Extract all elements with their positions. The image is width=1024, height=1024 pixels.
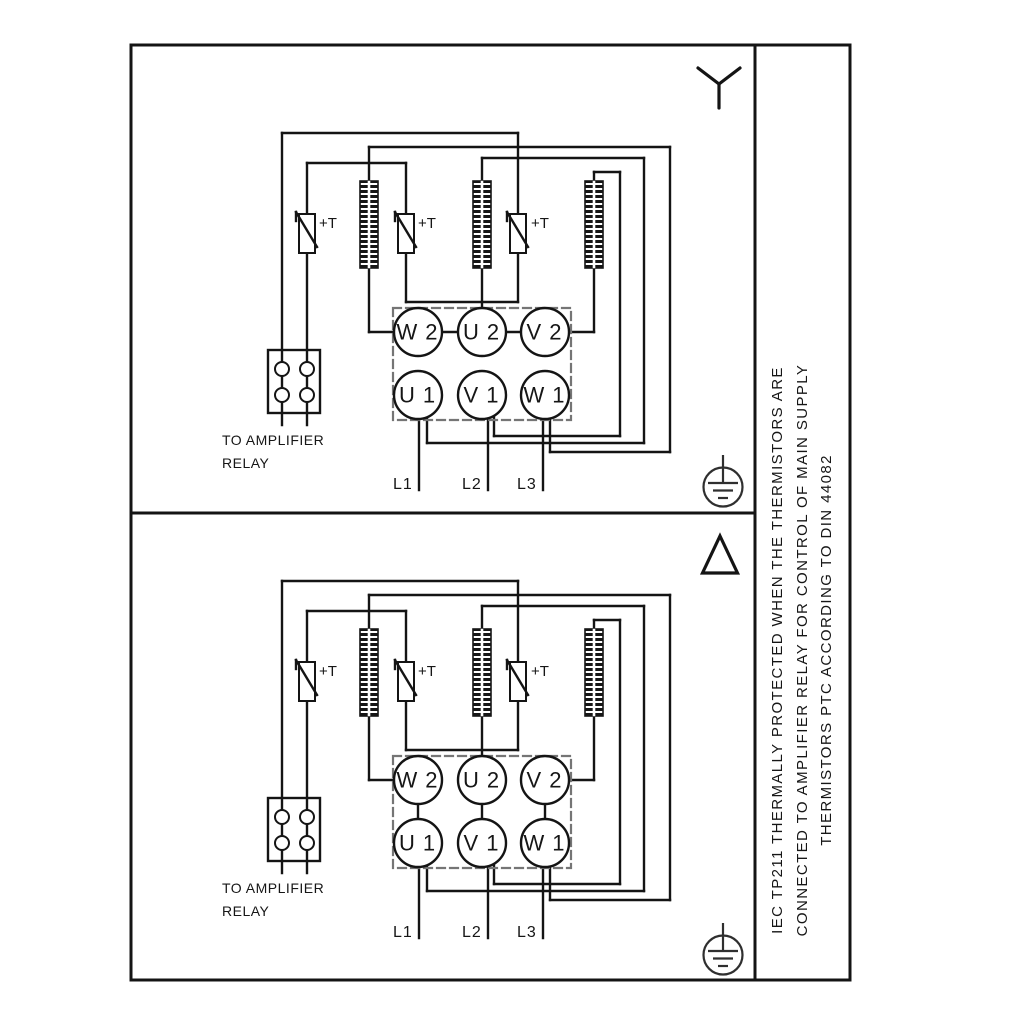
- relay-caption-line1: TO AMPLIFIER: [222, 880, 325, 896]
- terminal-label: U2: [462, 767, 508, 793]
- star-icon: [698, 68, 740, 108]
- side-note-line1: IEC TP211 THERMALLY PROTECTED WHEN THE THERMISTORS ARE: [769, 366, 786, 934]
- thermistor-label: +T: [531, 663, 549, 680]
- thermistor-label: +T: [319, 215, 337, 232]
- supply-line-label: L1: [393, 476, 413, 493]
- thermistor-label: +T: [418, 215, 436, 232]
- relay-caption-line1: TO AMPLIFIER: [222, 432, 325, 448]
- thermistor-label: +T: [319, 663, 337, 680]
- relay-caption-line2: RELAY: [222, 903, 270, 919]
- terminal-label: V1: [463, 830, 507, 856]
- side-note-line3: THERMISTORS PTC ACCORDING TO DIN 44082: [818, 454, 835, 846]
- side-note-line2: CONNECTED TO AMPLIFIER RELAY FOR CONTROL OF MAIN SUPPLY: [794, 363, 811, 937]
- thermistor-label: +T: [531, 215, 549, 232]
- supply-line-label: L1: [393, 924, 413, 941]
- terminal-label: V1: [463, 382, 507, 408]
- relay-caption-line2: RELAY: [222, 455, 270, 471]
- terminal-label: W1: [523, 830, 573, 856]
- supply-line-label: L2: [462, 924, 482, 941]
- terminal-label: U1: [398, 830, 444, 856]
- terminal-label: U1: [398, 382, 444, 408]
- panel-star: [268, 68, 743, 507]
- terminal-label: W2: [396, 319, 446, 345]
- supply-line-label: L2: [462, 476, 482, 493]
- terminal-label: W2: [396, 767, 446, 793]
- thermistor-label: +T: [418, 663, 436, 680]
- terminal-label: V2: [526, 319, 570, 345]
- supply-line-label: L3: [517, 476, 537, 493]
- terminal-label: W1: [523, 382, 573, 408]
- terminal-label: V2: [526, 767, 570, 793]
- delta-icon: [703, 536, 738, 573]
- supply-line-label: L3: [517, 924, 537, 941]
- terminal-label: U2: [462, 319, 508, 345]
